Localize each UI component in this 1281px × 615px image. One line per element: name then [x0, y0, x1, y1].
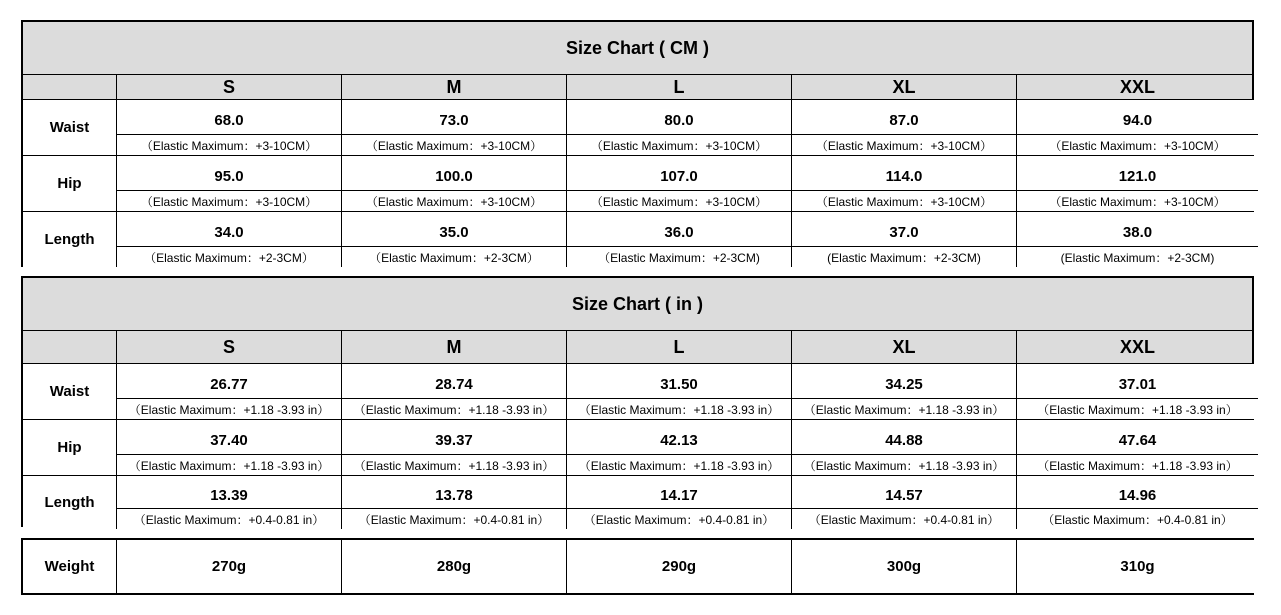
in-note: （Elastic Maximum：+1.18 -3.93 in）: [117, 398, 341, 419]
in-value: 47.64: [1118, 431, 1157, 449]
weight-table: [21, 538, 1254, 595]
cm-value: 87.0: [889, 111, 919, 129]
cm-cell: [342, 156, 567, 211]
cm-note: （Elastic Maximum：+3-10CM）: [792, 190, 1016, 211]
cm-cell: [1017, 100, 1258, 155]
cm-row-length: [23, 212, 1252, 267]
in-note: （Elastic Maximum：+0.4-0.81 in）: [792, 508, 1016, 529]
cm-header-corner: [23, 75, 117, 99]
in-size-s: S: [117, 331, 342, 363]
weight-label: Weight: [23, 540, 117, 593]
cm-value: 35.0: [439, 223, 469, 241]
cm-note: （Elastic Maximum：+3-10CM）: [1017, 190, 1258, 211]
cm-row-label: Hip: [23, 156, 117, 211]
in-note: （Elastic Maximum：+0.4-0.81 in）: [117, 508, 341, 529]
in-note: （Elastic Maximum：+1.18 -3.93 in）: [792, 454, 1016, 475]
in-size-xxl: XXL: [1119, 336, 1155, 357]
cm-value: 68.0: [214, 111, 244, 129]
in-row-hip: [23, 420, 1252, 476]
in-note: （Elastic Maximum：+0.4-0.81 in）: [567, 508, 791, 529]
in-cell: [792, 420, 1017, 475]
cm-cell: [792, 100, 1017, 155]
cm-cell: [117, 212, 342, 267]
cm-value: 100.0: [435, 167, 473, 185]
in-note: （Elastic Maximum：+1.18 -3.93 in）: [567, 454, 791, 475]
weight-value-xxl: 310g: [1017, 540, 1258, 593]
in-cell: [117, 476, 342, 529]
cm-cell: [567, 156, 792, 211]
in-cell: [117, 364, 342, 419]
cm-cell: [1017, 212, 1258, 267]
in-size-header-row: [23, 331, 1252, 364]
in-row-waist: [23, 364, 1252, 420]
cm-table-title: Size Chart ( CM ): [23, 22, 1252, 75]
cm-cell: [117, 156, 342, 211]
cm-cell: [342, 212, 567, 267]
cm-value: 80.0: [664, 111, 694, 129]
cm-cell: [342, 100, 567, 155]
cm-note: （Elastic Maximum：+3-10CM）: [1017, 134, 1258, 155]
in-note: （Elastic Maximum：+1.18 -3.93 in）: [792, 398, 1016, 419]
cm-cell: [567, 212, 792, 267]
in-value: 14.57: [885, 486, 923, 504]
cm-note: （Elastic Maximum：+3-10CM）: [117, 134, 341, 155]
cm-cell: [792, 212, 1017, 267]
cm-row-waist: [23, 100, 1252, 156]
in-row-label: Hip: [23, 420, 117, 475]
in-cell: [1017, 476, 1258, 529]
cm-value: 121.0: [1118, 167, 1157, 185]
cm-note: （Elastic Maximum：+3-10CM）: [567, 134, 791, 155]
cm-value: 94.0: [1122, 111, 1153, 129]
cm-note: （Elastic Maximum：+3-10CM）: [117, 190, 341, 211]
cm-note: （Elastic Maximum：+3-10CM）: [567, 190, 791, 211]
in-value: 28.74: [435, 375, 473, 393]
cm-row-label: Length: [23, 212, 117, 267]
in-note: （Elastic Maximum：+1.18 -3.93 in）: [567, 398, 791, 419]
in-value: 31.50: [660, 375, 698, 393]
cm-value: 37.0: [889, 223, 919, 241]
cm-size-xl: XL: [792, 75, 1017, 99]
cm-note: （Elastic Maximum：+2-3CM）: [117, 246, 341, 267]
cm-row-hip: [23, 156, 1252, 212]
cm-value: 73.0: [439, 111, 469, 129]
cm-value: 114.0: [885, 167, 923, 185]
in-row-label: Length: [23, 476, 117, 529]
in-row-length: [23, 476, 1252, 529]
cm-note: (Elastic Maximum：+2-3CM): [792, 246, 1016, 267]
in-cell: [567, 476, 792, 529]
weight-value-l: 290g: [567, 540, 792, 593]
cm-value: 38.0: [1122, 223, 1153, 241]
in-value: 14.17: [660, 486, 698, 504]
in-value: 34.25: [885, 375, 923, 393]
cm-cell: [567, 100, 792, 155]
in-note: （Elastic Maximum：+0.4-0.81 in）: [342, 508, 566, 529]
cm-cell: [1017, 156, 1258, 211]
in-cell: [117, 420, 342, 475]
cm-value: 95.0: [214, 167, 244, 185]
in-note: （Elastic Maximum：+1.18 -3.93 in）: [342, 398, 566, 419]
in-cell: [567, 420, 792, 475]
in-cell: [792, 476, 1017, 529]
in-size-l: L: [567, 331, 792, 363]
cm-size-m: M: [342, 75, 567, 99]
in-size-m: M: [342, 331, 567, 363]
in-value: 37.01: [1118, 375, 1157, 393]
size-chart-cm-table: [21, 20, 1254, 267]
weight-value-s: 270g: [117, 540, 342, 593]
in-cell: [792, 364, 1017, 419]
weight-value-xl: 300g: [792, 540, 1017, 593]
size-chart-in-table: [21, 276, 1254, 527]
in-value: 26.77: [210, 375, 248, 393]
cm-size-l: L: [567, 75, 792, 99]
cm-note: （Elastic Maximum：+3-10CM）: [792, 134, 1016, 155]
cm-note: （Elastic Maximum：+3-10CM）: [342, 190, 566, 211]
in-note: （Elastic Maximum：+1.18 -3.93 in）: [117, 454, 341, 475]
in-value: 13.78: [435, 486, 473, 504]
cm-cell: [792, 156, 1017, 211]
cm-note: (Elastic Maximum：+2-3CM): [1017, 246, 1258, 267]
in-table-title: Size Chart ( in ): [23, 278, 1252, 331]
in-cell: [342, 420, 567, 475]
in-value: 42.13: [660, 431, 698, 449]
in-cell: [342, 476, 567, 529]
cm-note: （Elastic Maximum：+3-10CM）: [342, 134, 566, 155]
in-note: （Elastic Maximum：+1.18 -3.93 in）: [1017, 454, 1258, 475]
in-value: 39.37: [435, 431, 473, 449]
cm-value: 107.0: [660, 167, 698, 185]
cm-size-header-row: [23, 75, 1252, 100]
in-value: 13.39: [210, 486, 248, 504]
in-value: 44.88: [885, 431, 923, 449]
in-note: （Elastic Maximum：+1.18 -3.93 in）: [1017, 398, 1258, 419]
cm-note: （Elastic Maximum：+2-3CM): [567, 246, 791, 267]
in-header-corner: [23, 331, 117, 363]
in-value: 14.96: [1118, 486, 1157, 504]
in-cell: [1017, 420, 1258, 475]
in-cell: [567, 364, 792, 419]
in-cell: [342, 364, 567, 419]
weight-value-m: 280g: [342, 540, 567, 593]
cm-size-xxl: XXL: [1119, 76, 1155, 97]
in-note: （Elastic Maximum：+1.18 -3.93 in）: [342, 454, 566, 475]
weight-row: [23, 540, 1252, 593]
in-size-xl: XL: [792, 331, 1017, 363]
in-note: （Elastic Maximum：+0.4-0.81 in）: [1017, 508, 1258, 529]
cm-row-label: Waist: [23, 100, 117, 155]
in-row-label: Waist: [23, 364, 117, 419]
cm-value: 36.0: [664, 223, 694, 241]
cm-note: （Elastic Maximum：+2-3CM）: [342, 246, 566, 267]
cm-cell: [117, 100, 342, 155]
in-cell: [1017, 364, 1258, 419]
in-value: 37.40: [210, 431, 248, 449]
cm-size-s: S: [117, 75, 342, 99]
cm-value: 34.0: [214, 223, 244, 241]
